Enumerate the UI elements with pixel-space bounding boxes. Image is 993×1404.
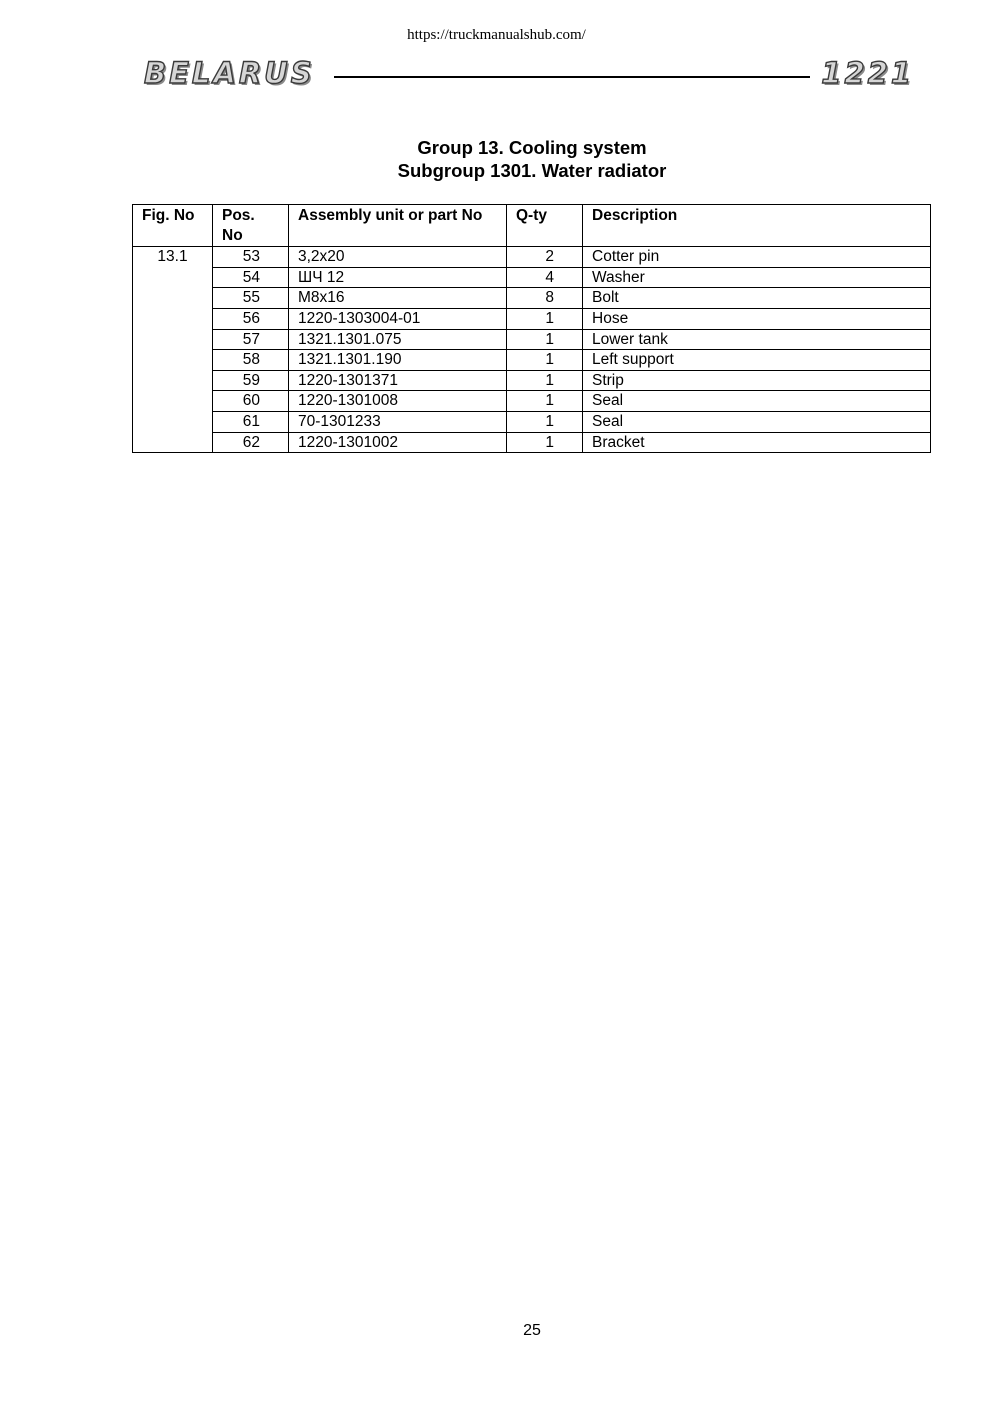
part-no-cell: M8x16: [289, 288, 507, 309]
description-cell: Lower tank: [583, 329, 931, 350]
qty-cell: 1: [507, 350, 583, 371]
table-row: [133, 308, 931, 329]
description-cell: Left support: [583, 350, 931, 371]
table-row: [133, 370, 931, 391]
qty-cell: 8: [507, 288, 583, 309]
table-row: [133, 288, 931, 309]
description-cell: Bolt: [583, 288, 931, 309]
column-header-qty: Q-ty: [507, 205, 583, 247]
column-header-description: Description: [583, 205, 931, 247]
table-row: [133, 247, 931, 268]
part-no-cell: 1321.1301.190: [289, 350, 507, 371]
table-row: [133, 391, 931, 412]
qty-cell: 1: [507, 411, 583, 432]
table-header-row: [133, 205, 931, 247]
table-row: [133, 411, 931, 432]
pos-no-cell: 58: [213, 350, 289, 371]
qty-cell: 1: [507, 308, 583, 329]
description-cell: Bracket: [583, 432, 931, 453]
table-row: [133, 329, 931, 350]
header-rule: [334, 76, 810, 78]
column-header-pos-no: Pos. No: [213, 205, 289, 247]
pos-no-cell: 59: [213, 370, 289, 391]
qty-cell: 4: [507, 267, 583, 288]
part-no-cell: 3,2x20: [289, 247, 507, 268]
group-title: Group 13. Cooling system: [417, 137, 647, 158]
page-number: 25: [523, 1322, 541, 1339]
description-cell: Seal: [583, 391, 931, 412]
qty-cell: 1: [507, 329, 583, 350]
parts-table: [132, 204, 931, 453]
pos-no-cell: 54: [213, 267, 289, 288]
part-no-cell: 1220-1301008: [289, 391, 507, 412]
qty-cell: 1: [507, 370, 583, 391]
model-logo: 1221: [821, 56, 914, 90]
table-row: [133, 432, 931, 453]
description-cell: Washer: [583, 267, 931, 288]
part-no-cell: ШЧ 12: [289, 267, 507, 288]
part-no-cell: 1321.1301.075: [289, 329, 507, 350]
description-cell: Strip: [583, 370, 931, 391]
subgroup-title: Subgroup 1301. Water radiator: [397, 160, 667, 181]
fig-no-cell: 13.1: [133, 247, 213, 453]
description-cell: Hose: [583, 308, 931, 329]
parts-table-body: [133, 247, 931, 453]
column-header-fig-no: Fig. No: [133, 205, 213, 247]
description-cell: Seal: [583, 411, 931, 432]
pos-no-cell: 60: [213, 391, 289, 412]
part-no-cell: 1220-1301371: [289, 370, 507, 391]
part-no-cell: 1220-1303004-01: [289, 308, 507, 329]
pos-no-cell: 55: [213, 288, 289, 309]
table-row: [133, 267, 931, 288]
pos-no-cell: 62: [213, 432, 289, 453]
part-no-cell: 70-1301233: [289, 411, 507, 432]
pos-no-cell: 53: [213, 247, 289, 268]
source-url[interactable]: https://truckmanualshub.com/: [407, 27, 586, 43]
brand-logo: BELARUS: [144, 56, 315, 90]
page-title: [0, 136, 993, 182]
description-cell: Cotter pin: [583, 247, 931, 268]
qty-cell: 1: [507, 391, 583, 412]
part-no-cell: 1220-1301002: [289, 432, 507, 453]
table-row: [133, 350, 931, 371]
pos-no-cell: 57: [213, 329, 289, 350]
column-header-part-no: Assembly unit or part No: [289, 205, 507, 247]
header-band: [142, 56, 916, 90]
qty-cell: 2: [507, 247, 583, 268]
pos-no-cell: 61: [213, 411, 289, 432]
qty-cell: 1: [507, 432, 583, 453]
pos-no-cell: 56: [213, 308, 289, 329]
